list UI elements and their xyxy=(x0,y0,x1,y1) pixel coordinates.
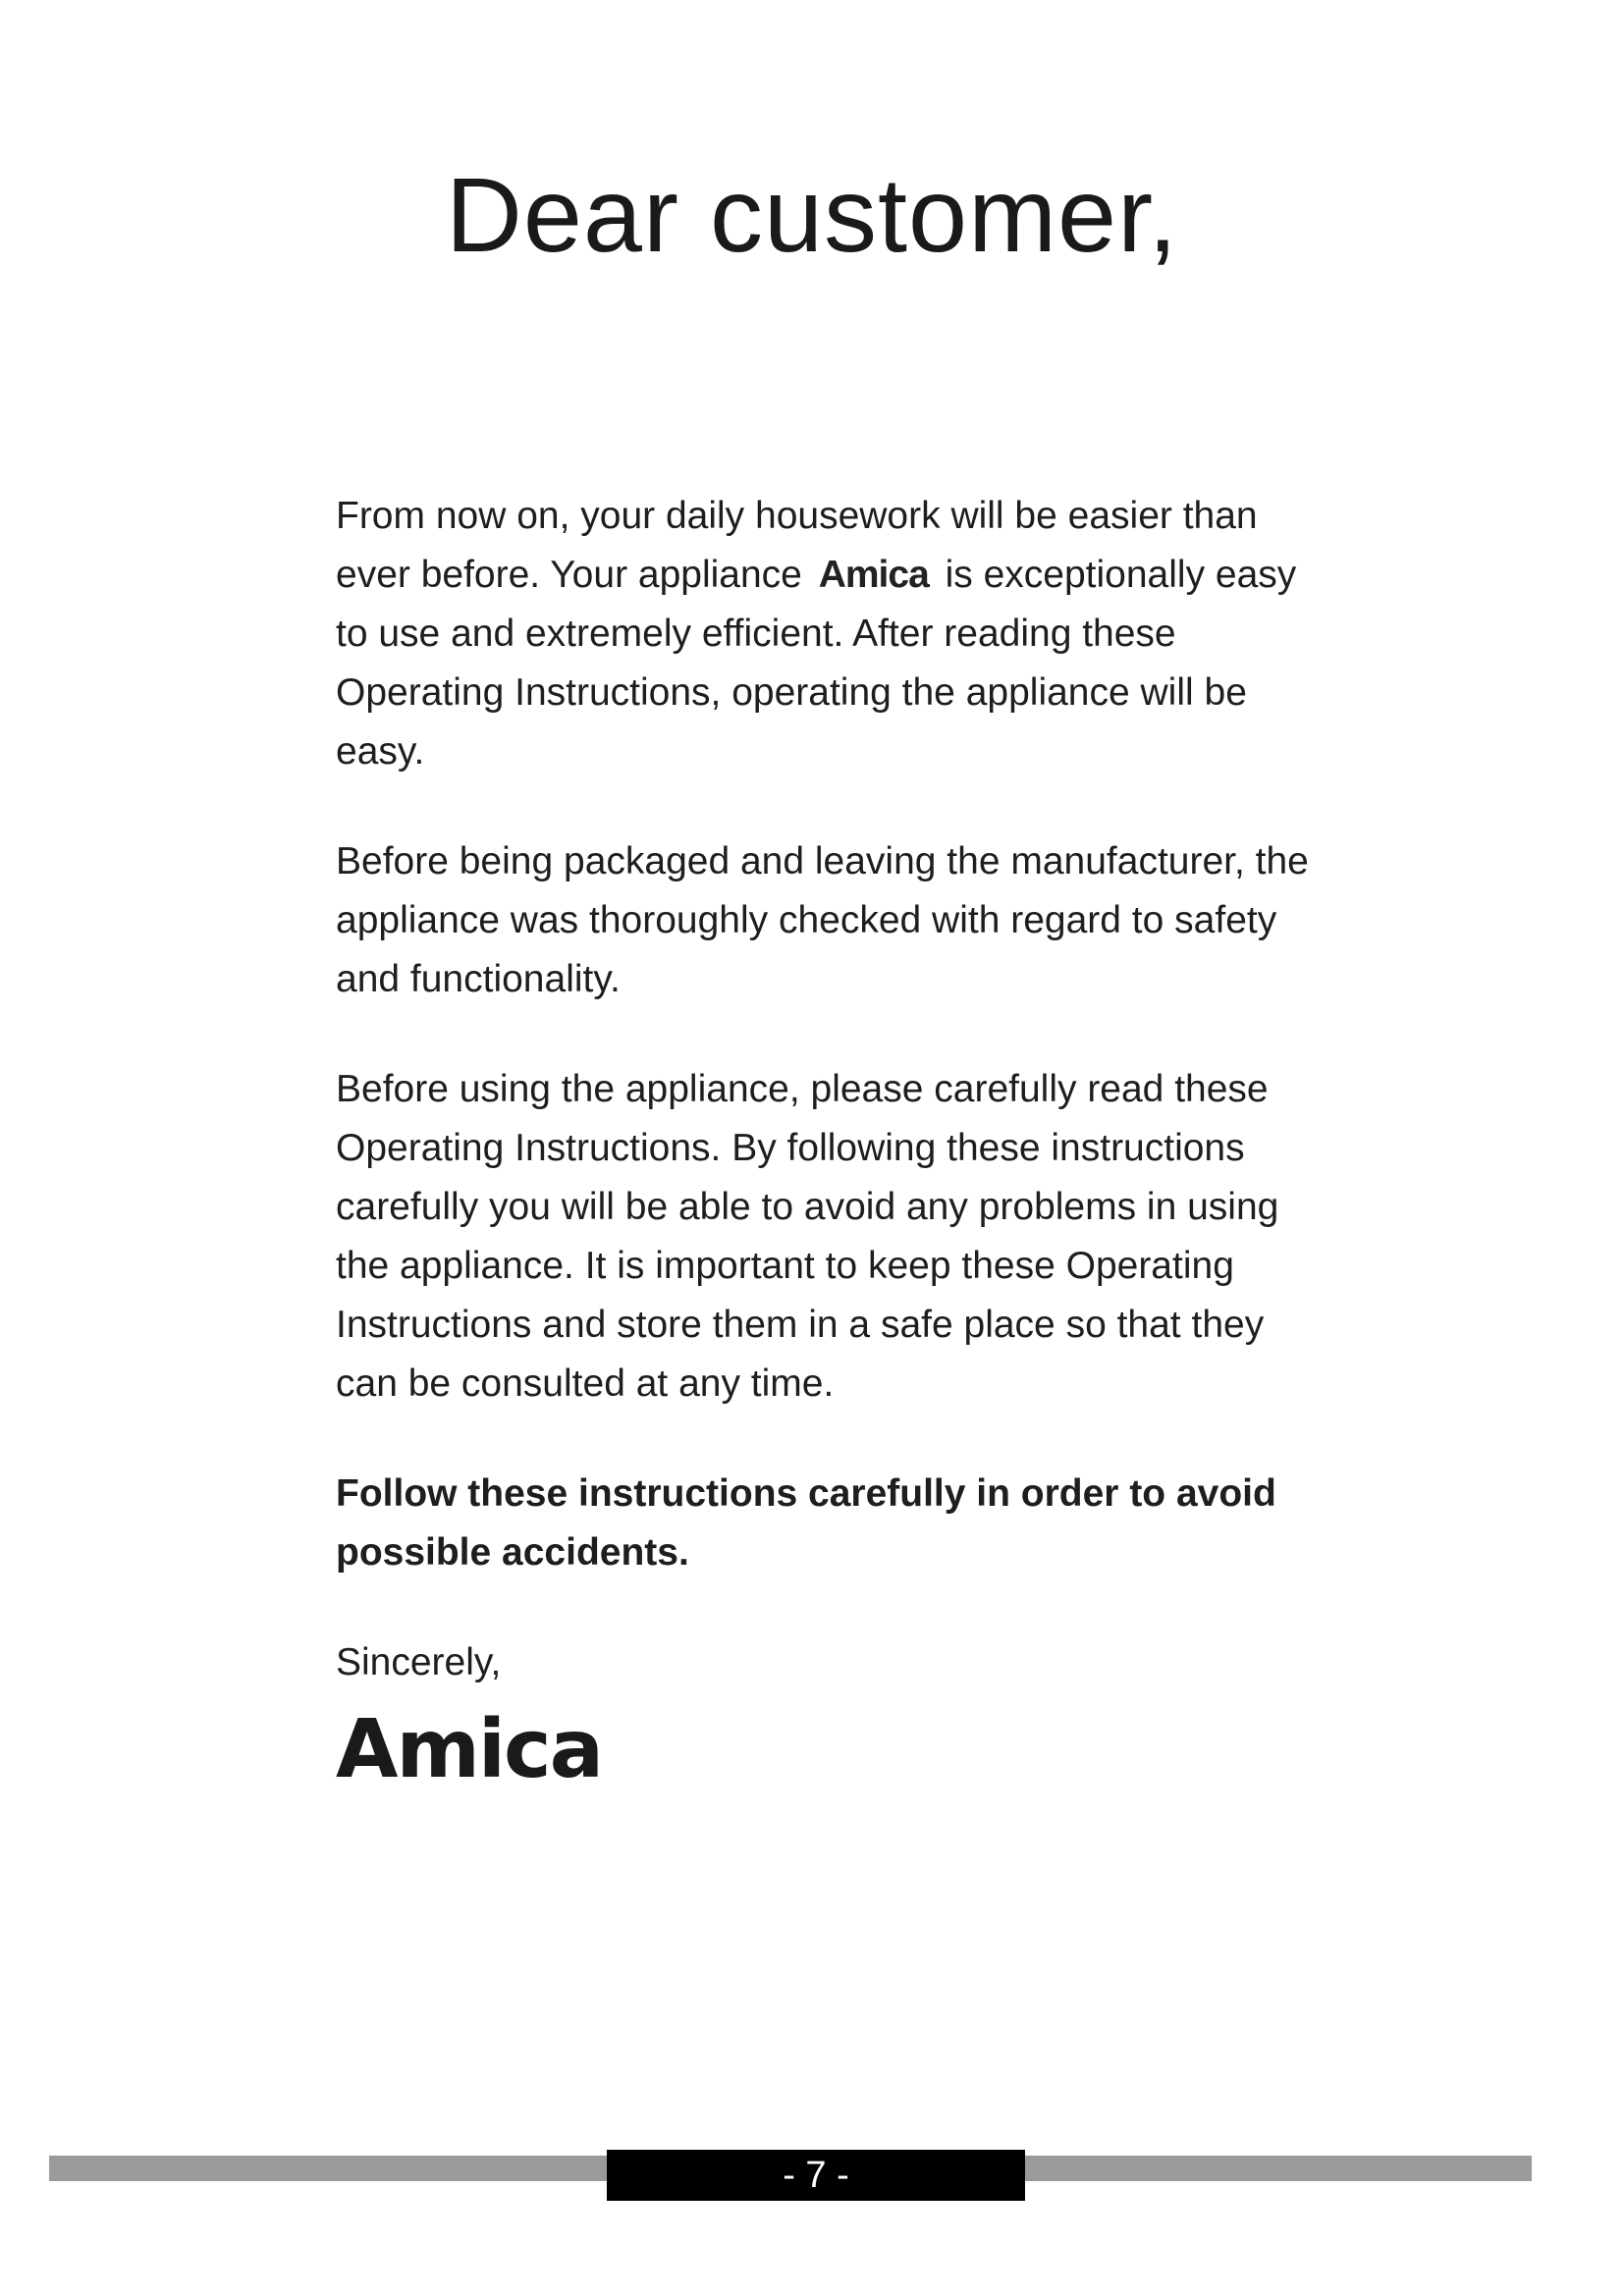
amica-logo: Amica xyxy=(336,1703,602,1796)
page-number: - 7 - xyxy=(607,2150,1025,2201)
intro-paragraph xyxy=(336,487,1318,781)
letter-body xyxy=(336,487,1318,1796)
warning-paragraph: Follow these instructions carefully in order to avoid possible accidents. xyxy=(336,1472,1276,1574)
page-title: Dear customer, xyxy=(445,155,1179,274)
brand-name-inline: Amica xyxy=(818,554,929,596)
closing-text: Sincerely, xyxy=(336,1641,502,1683)
instructions-paragraph: Before using the appliance, please carefully read these Operating Instructions. By following these instructions carefully you will be able to avoid any problems in using the appliance. It is important to keep these Operating Instructions and store them in a safe place so that they can be consulted at any time. xyxy=(336,1068,1279,1405)
intro-text-start: From now on, your daily housework will be easier than ever before. Your appliance xyxy=(336,495,1258,596)
quality-paragraph: Before being packaged and leaving the manufacturer, the appliance was thoroughly checked with regard to safety and functionality. xyxy=(336,840,1309,1000)
intro-text-end: is exceptionally easy to use and extremely efficient. After reading these Operating Instructions, operating the appliance will be easy. xyxy=(336,554,1297,773)
